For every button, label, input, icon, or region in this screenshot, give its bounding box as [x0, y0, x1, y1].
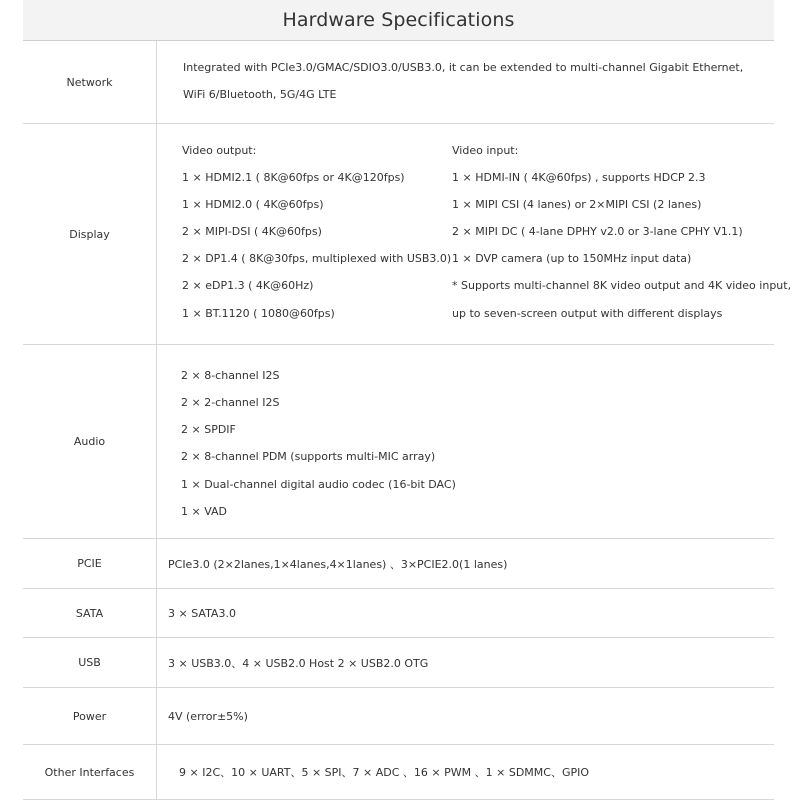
row-audio — [23, 345, 774, 539]
row-label-sata: SATA — [75, 606, 104, 620]
audio-line: 1 × Dual-channel digital audio codec (16-bit DAC) — [181, 478, 456, 491]
row-label-display: Display — [69, 227, 110, 241]
display-input-line: 1 × MIPI CSI (4 lanes) or 2×MIPI CSI (2 lanes) — [452, 198, 702, 211]
row-label-power: Power — [72, 709, 107, 723]
column-divider — [156, 539, 157, 588]
display-output-line: 1 × HDMI2.1 ( 8K@60fps or 4K@120fps) — [182, 171, 405, 184]
column-divider — [156, 41, 157, 123]
audio-line: 2 × SPDIF — [181, 423, 236, 436]
power-value: 4V (error±5%) — [168, 709, 248, 723]
sata-value: 3 × SATA3.0 — [168, 606, 236, 620]
display-input-line: 1 × DVP camera (up to 150MHz input data) — [452, 252, 692, 265]
display-input-line: * Supports multi-channel 8K video output and 4K video input, — [452, 279, 792, 292]
row-label-pcie: PCIE — [77, 557, 102, 570]
display-output-line: 1 × BT.1120 ( 1080@60fps) — [182, 307, 335, 320]
column-divider — [156, 345, 157, 538]
row-network — [23, 41, 774, 124]
display-output-line: 2 × DP1.4 ( 8K@30fps, multiplexed with USB3.0) — [182, 252, 452, 265]
display-input-line: Video input: — [452, 144, 519, 157]
row-label-audio: Audio — [73, 435, 106, 448]
column-divider — [156, 745, 157, 799]
display-input-column — [452, 124, 792, 344]
other-interfaces-value: 9 × I2C、10 × UART、5 × SPI、7 × ADC 、16 × PWM 、1 × SDMMC、GPIO — [179, 766, 590, 779]
page-title: Hardware Specifications — [282, 9, 515, 31]
display-output-line: 1 × HDMI2.0 ( 4K@60fps) — [182, 198, 324, 211]
spec-table — [23, 0, 792, 800]
display-input-line: 2 × MIPI DC ( 4-lane DPHY v2.0 or 3-lane CPHY V1.1) — [452, 225, 743, 238]
column-divider — [156, 124, 157, 344]
pcie-value: PCIe3.0 (2×2lanes,1×4lanes,4×1lanes) 、3×PCIE2.0(1 lanes) — [168, 557, 508, 571]
row-value-network — [183, 41, 774, 123]
row-usb — [23, 638, 774, 688]
display-output-line: Video output: — [182, 144, 257, 157]
row-pcie — [23, 539, 774, 589]
display-input-line: up to seven-screen output with different displays — [452, 307, 723, 320]
audio-line: 2 × 8-channel PDM (supports multi-MIC array) — [181, 450, 436, 463]
row-value-sata — [168, 589, 774, 637]
row-value-usb — [168, 638, 774, 687]
column-divider — [156, 688, 157, 744]
table-header — [23, 0, 774, 41]
display-output-line: 2 × eDP1.3 ( 4K@60Hz) — [182, 279, 314, 292]
network-line: Integrated with PCIe3.0/GMAC/SDIO3.0/USB3.0, it can be extended to multi-channel Gigabit Ethernet, — [183, 61, 744, 74]
row-value-other-interfaces — [179, 745, 774, 799]
row-sata — [23, 589, 774, 638]
row-power — [23, 688, 774, 745]
row-value-pcie — [168, 539, 774, 588]
audio-line: 2 × 8-channel I2S — [181, 369, 280, 382]
row-other-interfaces — [23, 745, 774, 800]
row-value-audio — [181, 345, 774, 538]
row-label-network: Network — [66, 75, 113, 89]
column-divider — [156, 589, 157, 637]
display-input-line: 1 × HDMI-IN ( 4K@60fps) , supports HDCP 2.3 — [452, 171, 706, 184]
column-divider — [156, 638, 157, 687]
usb-value: 3 × USB3.0、4 × USB2.0 Host 2 × USB2.0 OTG — [168, 656, 429, 670]
network-line: WiFi 6/Bluetooth, 5G/4G LTE — [183, 88, 337, 101]
row-value-power — [168, 688, 774, 744]
audio-line: 1 × VAD — [181, 505, 228, 518]
row-label-usb: USB — [78, 656, 101, 669]
display-output-line: 2 × MIPI-DSI ( 4K@60fps) — [182, 225, 322, 238]
audio-line: 2 × 2-channel I2S — [181, 396, 280, 409]
row-label-other-interfaces: Other Interfaces — [44, 765, 135, 779]
row-display — [23, 124, 792, 345]
